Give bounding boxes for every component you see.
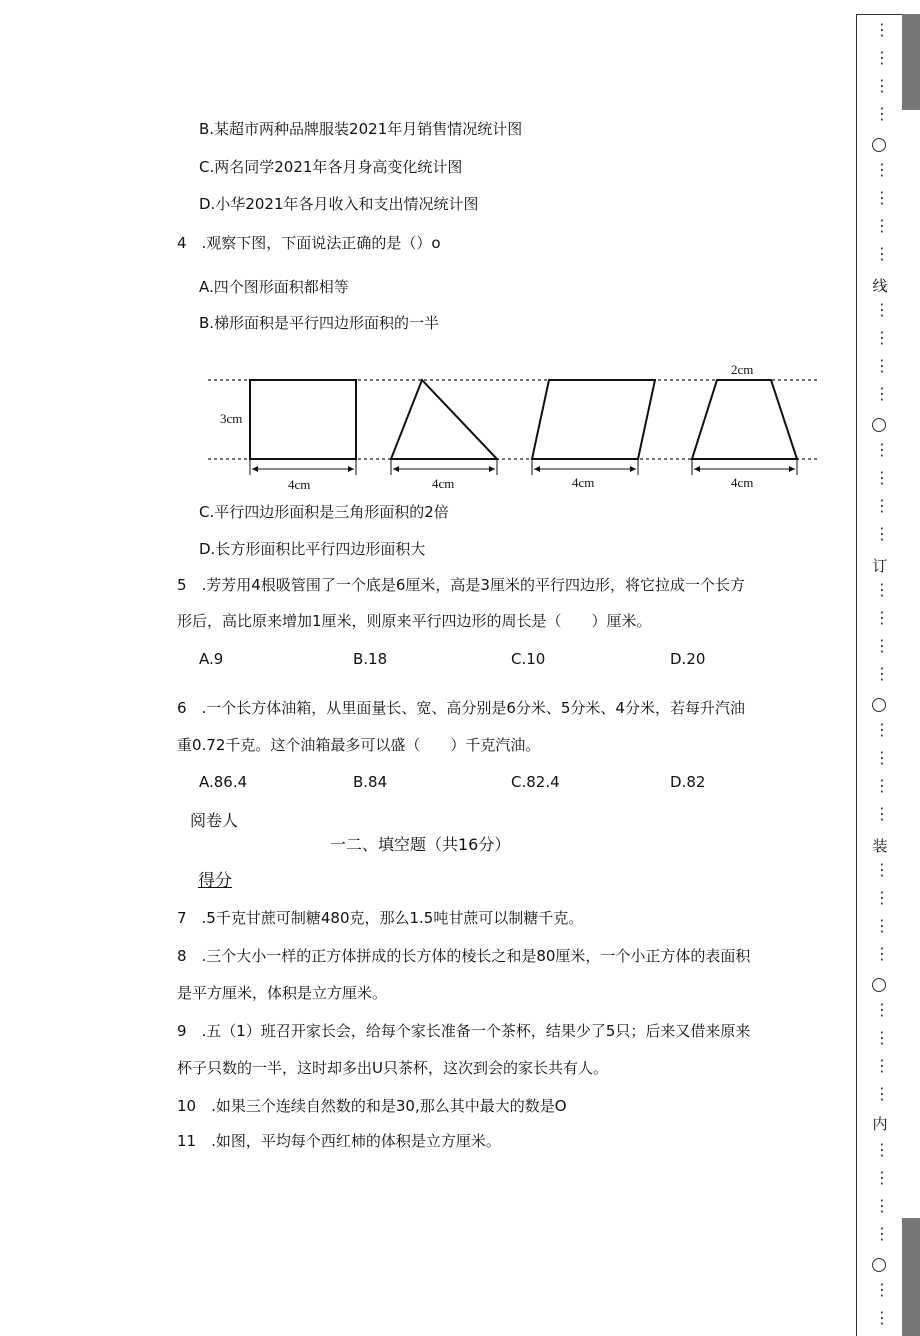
- q5-option-a: A.9: [199, 650, 224, 668]
- binding-dots: ⋮: [874, 1224, 890, 1243]
- triangle-shape: [391, 380, 497, 459]
- binding-dots: ⋮: [874, 20, 890, 39]
- binding-dots: ⋮: [874, 76, 890, 95]
- binding-dots: ⋮: [874, 636, 890, 655]
- binding-dots: ⋮: [874, 720, 890, 739]
- binding-dots: ⋮: [874, 468, 890, 487]
- scrollbar-top: [902, 14, 920, 110]
- q6-option-c: C.82.4: [511, 773, 560, 791]
- q4-option-d: D.长方形面积比平行四边形面积大: [199, 540, 426, 558]
- binding-dots: ⋮: [874, 888, 890, 907]
- binding-dots: ⋮: [874, 1056, 890, 1075]
- q7-text: 7 .5千克甘蔗可制糖480克，那么1.5吨甘蔗可以制糖千克。: [177, 909, 584, 927]
- trapezoid-shape: [692, 380, 797, 459]
- base-label-4: 4cm: [731, 475, 754, 490]
- q6-option-b: B.84: [353, 773, 388, 791]
- binding-dots: ⋮: [874, 244, 890, 263]
- base-dimension-3: [532, 459, 638, 490]
- q5-option-c: C.10: [511, 650, 546, 668]
- q4-option-c: C.平行四边形面积是三角形面积的2倍: [199, 503, 449, 521]
- q11-text: 11 .如图，平均每个西红柿的体积是立方厘米。: [177, 1132, 501, 1150]
- binding-hole-circle: [872, 1258, 886, 1272]
- binding-dots: ⋮: [874, 300, 890, 319]
- q3-option-d: D.小华2021年各月收入和支出情况统计图: [199, 195, 479, 213]
- score-label: 得分: [198, 871, 232, 891]
- q6-stem-line1: 6 .一个长方体油箱，从里面量长、宽、高分别是6分米、5分米、4分米，若每升汽油: [177, 699, 745, 717]
- q9-text-line2: 杯子只数的一半，这时却多出U只茶杯，这次到会的家长共有人。: [177, 1059, 608, 1077]
- base-dimension-1: [250, 459, 356, 492]
- binding-dots: ⋮: [874, 776, 890, 795]
- q3-option-c: C.两名同学2021年各月身高变化统计图: [199, 158, 463, 176]
- binding-dots: ⋮: [874, 48, 890, 67]
- base-dimension-2: [391, 459, 497, 491]
- rectangle-shape: [250, 380, 356, 459]
- section-title: 一二、填空题（共16分）: [330, 835, 511, 854]
- q6-option-d: D.82: [670, 773, 706, 791]
- base-dimension-4: [692, 459, 797, 490]
- binding-dots: ⋮: [874, 916, 890, 935]
- q6-option-a: A.86.4: [199, 773, 248, 791]
- binding-dots: ⋮: [874, 524, 890, 543]
- binding-dots: ⋮: [874, 188, 890, 207]
- binding-char-zhuang: 装: [872, 837, 888, 855]
- q5-option-b: B.18: [353, 650, 388, 668]
- reviewer-label: 阅卷人: [190, 811, 239, 830]
- binding-dots: ⋮: [874, 328, 890, 347]
- binding-hole-circle: [872, 138, 886, 152]
- binding-dots: ⋮: [874, 1140, 890, 1159]
- binding-dots: ⋮: [874, 440, 890, 459]
- binding-dots: ⋮: [874, 1000, 890, 1019]
- scrollbar-bottom: [902, 1218, 920, 1336]
- binding-dots: ⋮: [874, 216, 890, 235]
- q6-stem-line2: 重0.72千克。这个油箱最多可以盛（ ）千克汽油。: [177, 736, 541, 754]
- binding-dots: ⋮: [874, 580, 890, 599]
- top-label: 2cm: [731, 362, 754, 377]
- height-label: 3cm: [220, 411, 243, 426]
- binding-dots: ⋮: [874, 1168, 890, 1187]
- binding-dots: ⋮: [874, 1028, 890, 1047]
- q4-option-a: A.四个图形面积都相等: [199, 278, 349, 296]
- binding-char-ding: 订: [872, 557, 888, 575]
- q3-option-b: B.某超市两种品牌服装2021年月销售情况统计图: [199, 120, 523, 138]
- binding-char-nei: 内: [872, 1115, 888, 1133]
- binding-dots: ⋮: [874, 944, 890, 963]
- binding-dots: ⋮: [874, 748, 890, 767]
- binding-dots: ⋮: [874, 160, 890, 179]
- binding-dots: ⋮: [874, 1084, 890, 1103]
- binding-dots: ⋮: [874, 104, 890, 123]
- parallelogram-shape: [532, 380, 655, 459]
- q4-option-b: B.梯形面积是平行四边形面积的一半: [199, 314, 440, 332]
- q8-text-line2: 是平方厘米，体积是立方厘米。: [177, 984, 388, 1002]
- q9-text-line1: 9 .五（1）班召开家长会，给每个家长准备一个茶杯，结果少了5只；后来又借来原来: [177, 1022, 751, 1040]
- binding-hole-circle: [872, 978, 886, 992]
- q4-stem: 4 .观察下图，下面说法正确的是（）o: [177, 234, 441, 252]
- binding-dots: ⋮: [874, 384, 890, 403]
- shapes-figure: [200, 355, 830, 495]
- binding-char-xian: 线: [872, 277, 888, 295]
- binding-dots: ⋮: [874, 608, 890, 627]
- binding-dots: ⋮: [874, 1196, 890, 1215]
- base-label-2: 4cm: [432, 476, 455, 491]
- binding-dots: ⋮: [874, 1280, 890, 1299]
- base-label-1: 4cm: [288, 477, 311, 492]
- binding-hole-circle: [872, 418, 886, 432]
- binding-dots: ⋮: [874, 664, 890, 683]
- binding-dots: ⋮: [874, 496, 890, 515]
- binding-dots: ⋮: [874, 860, 890, 879]
- q5-stem-line2: 形后，高比原来增加1厘米，则原来平行四边形的周长是（ ）厘米。: [177, 612, 652, 630]
- q10-text: 10 .如果三个连续自然数的和是30,那么其中最大的数是O: [177, 1097, 567, 1115]
- binding-dots: ⋮: [874, 356, 890, 375]
- base-label-3: 4cm: [572, 475, 595, 490]
- binding-dots: ⋮: [874, 804, 890, 823]
- binding-hole-circle: [872, 698, 886, 712]
- q5-option-d: D.20: [670, 650, 706, 668]
- q8-text-line1: 8 .三个大小一样的正方体拼成的长方体的棱长之和是80厘米，一个小正方体的表面积: [177, 947, 751, 965]
- binding-dots: ⋮: [874, 1308, 890, 1327]
- q5-stem-line1: 5 .芳芳用4根吸管围了一个底是6厘米，高是3厘米的平行四边形，将它拉成一个长方: [177, 576, 745, 594]
